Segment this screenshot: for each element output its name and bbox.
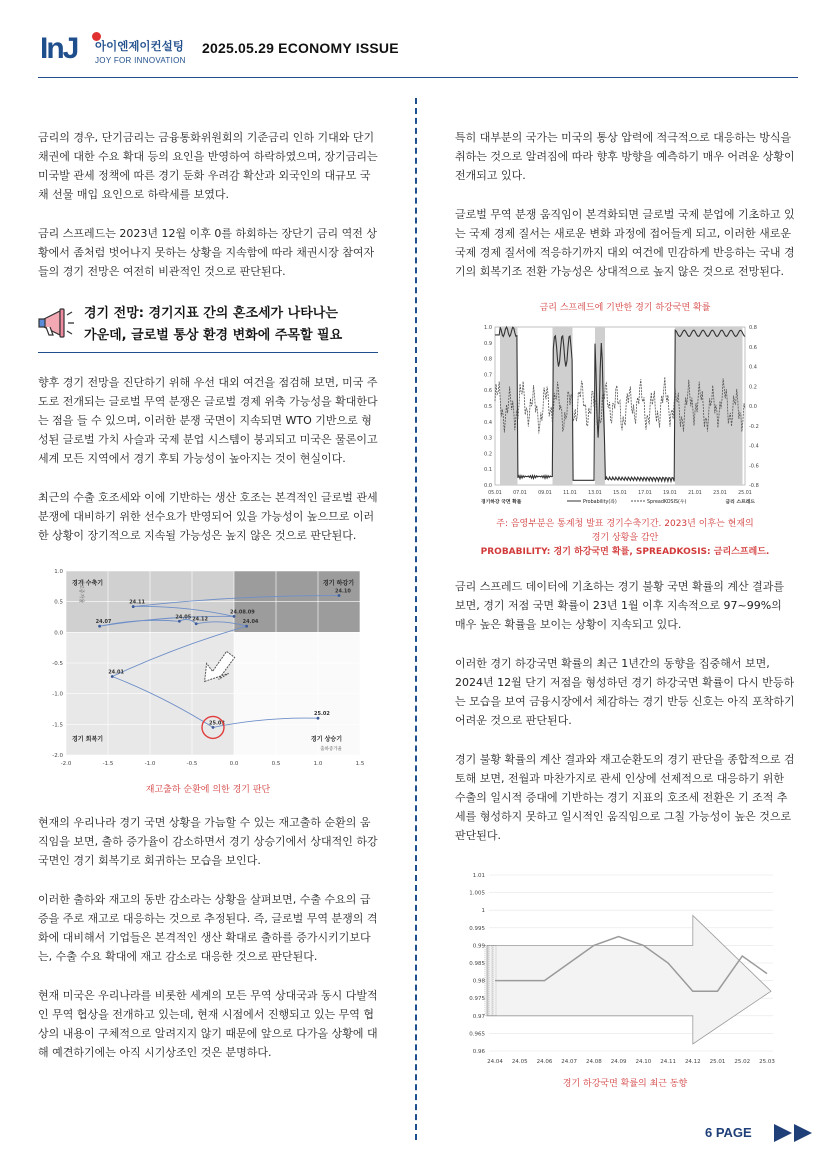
left-tick-label: 0.3 — [484, 435, 492, 442]
paragraph: 글로벌 무역 분쟁 움직임이 본격화되면 글로벌 국제 분업에 기초하고 있는 국제 경제 질서는 새로운 변화 과정에 접어들게 되고, 이러한 새로운 국제 경제 질서에 적응하기까지 대외 여건에 민감하게 반응하는 국내 경기의 회복기조 전환 가능성은 상대적으로 높지 않은 것으로 전망된다. — [455, 208, 795, 278]
paragraph: 특히 대부분의 국가는 미국의 통상 압력에 적극적으로 대응하는 방식을 취하는 것으로 알려짐에 따라 향후 방향을 예측하기 매우 어려운 상황이 전개되고 있다. — [455, 131, 795, 182]
paragraph: 금리 스프레드는 2023년 12월 이후 0를 하회하는 장단기 금리 역전 상황에서 좀처럼 벗어나지 못하는 상황을 지속함에 따라 채권시장 참여자들의 경기 전망은 여전히 비관적인 것으로 판단된다. — [38, 227, 377, 278]
inventory-cycle-svg — [38, 565, 368, 777]
data-point — [132, 605, 135, 608]
paragraph: 현재 미국은 우리나라를 비롯한 세계의 모든 무역 상대국과 동시 다발적인 무역 협상을 전개하고 있는데, 현재 시점에서 진행되고 있는 무역 협상의 내용이 구체적으로 알려지지 않기 때문에 앞으로 다가올 상황에 대해 예견하기에는 아직 시기상조인 것은 분명하다. — [38, 989, 378, 1059]
right-tick-label: 0.6 — [749, 344, 757, 351]
x-tick-label: 07.01 — [513, 491, 527, 496]
left-column — [38, 128, 378, 1082]
contraction-shade — [500, 327, 518, 485]
logo-letters: InJ — [40, 32, 78, 65]
point-label: 24.05 — [175, 614, 192, 621]
y-tick-label: 0.995 — [469, 925, 485, 932]
paragraph: 향후 경기 전망을 진단하기 위해 우선 대외 여건을 점검해 보면, 미국 주도로 전개되는 글로벌 무역 분쟁은 글로벌 경제 위축 가능성을 확대한다는 점을 들 수 있으며, 이러한 분쟁 국면이 지속되면 WTO 기반으로 형성된 글로벌 가치 사슬과 국제 분업 시스템이 붕괴되고 미국은 물론이고 세계 모든 지역에서 경기 후퇴 가능성이 높아지는 것이 현실이다. — [38, 376, 378, 465]
quadrant-label: 경기 수축기 — [72, 580, 104, 587]
left-tick-label: 0.8 — [484, 356, 492, 363]
data-point — [111, 675, 114, 678]
y-axis-label: 재고증가율 — [78, 579, 84, 604]
quadrant-label: 경기 회복기 — [72, 736, 104, 743]
x-tick-label: 24.04 — [487, 1059, 503, 1065]
y-tick-label: 0.985 — [469, 961, 485, 967]
point-label: 24.08.09 — [230, 609, 255, 616]
data-point — [98, 625, 101, 628]
x-tick-label: 24.09 — [610, 1059, 627, 1065]
x-tick-label: 24.12 — [684, 1059, 701, 1065]
x-tick-label: -0.5 — [186, 761, 198, 767]
x-tick-label: 24.07 — [561, 1059, 578, 1065]
point-label: 24.07 — [95, 619, 112, 626]
logo-tagline: JOY FOR INNOVATION — [95, 56, 186, 65]
megaphone-icon — [36, 303, 76, 343]
issue-title: 2025.05.29 ECONOMY ISSUE — [202, 40, 399, 56]
x-tick-label: 05.01 — [488, 491, 502, 496]
recent-probability-svg — [455, 865, 785, 1075]
data-point — [338, 594, 341, 597]
y-tick-label: 0.98 — [472, 978, 485, 985]
y-tick-label: 1 — [481, 908, 485, 915]
left-tick-label: 1.0 — [484, 325, 492, 331]
quadrant-label: 경기 하강기 — [322, 580, 354, 587]
section-title: 경기 전망: 경기지표 간의 혼조세가 나타나는 가운데, 글로벌 통상 환경 변화에 주목할 필요 — [84, 306, 343, 343]
point-label: 24.11 — [129, 599, 146, 606]
y-tick-label: -1.0 — [52, 691, 63, 698]
y-tick-label: 1.0 — [54, 569, 63, 575]
y-tick-label: 0.965 — [469, 1031, 485, 1038]
company-logo — [40, 32, 200, 76]
left-tick-label: 0.2 — [484, 451, 492, 458]
section-heading — [38, 301, 378, 353]
right-tick-label: 0.2 — [749, 384, 757, 391]
contraction-shade — [675, 327, 743, 485]
left-tick-label: 0.4 — [484, 419, 492, 426]
right-tick-label: -0.8 — [749, 483, 759, 489]
y-tick-label: -2.0 — [52, 753, 63, 759]
y-tick-label: -1.5 — [52, 722, 63, 729]
x-tick-label: 19.01 — [663, 491, 677, 496]
x-tick-label: 24.11 — [660, 1059, 676, 1065]
paragraph: 최근의 수출 호조세와 이에 기반하는 생산 호조는 본격적인 글로벌 관세 분쟁에 대비하기 위한 선수요가 반영되어 있을 가능성이 높으므로 이러한 상황이 장기적으로 지속될 가능성은 높지 않은 것으로 판단된다. — [38, 491, 378, 542]
point-label: 24.10 — [335, 588, 351, 595]
x-tick-label: 24.10 — [635, 1059, 652, 1065]
chart-caption: 재고출하 순환에 의한 경기 판단 — [145, 785, 271, 795]
next-arrows-icon — [774, 1122, 816, 1144]
x-tick-label: 11.01 — [563, 491, 577, 496]
left-tick-label: 0.5 — [484, 404, 492, 410]
paragraph: 경기 불황 확률의 계산 결과와 재고순환도의 경기 판단을 종합적으로 검토해 보면, 전월과 마찬가지로 관세 인상에 선제적으로 대응하기 위한 수출의 일시적 증대에 기반하는 경기 지표의 호조세 전환은 기 조적 추세를 형성하지 못하고 일시적인 움직임으로 그칠 가능성이 높은 것으로 판단된다. — [455, 753, 795, 842]
data-point — [178, 620, 181, 623]
left-tick-label: 0.7 — [484, 372, 492, 379]
chart-title: 금리 스프레드에 기반한 경기 하강국면 확률 — [539, 303, 711, 313]
right-tick-label: 0.4 — [749, 364, 757, 371]
x-tick-label: 25.03 — [759, 1059, 775, 1065]
x-tick-label: 25.01 — [738, 491, 752, 496]
right-axis-label: 금리 스프레드 — [725, 500, 755, 505]
legend-label: SpreadKOSIS(우) — [647, 500, 687, 505]
x-tick-label: 0.5 — [271, 761, 281, 767]
point-label: 24.04 — [242, 619, 259, 626]
y-tick-label: 0.975 — [469, 996, 485, 1003]
paragraph: 이러한 경기 하강국면 확률의 최근 1년간의 동향을 집중해서 보면, 2024년 12월 단기 저점을 형성하던 경기 하강국면 확률이 다시 반등하는 모습을 보여 금융시장에서 체감하는 경기 반등 신호는 아직 포착하기 어려운 것으로 판단된다. — [455, 657, 795, 727]
contraction-shade — [553, 327, 573, 485]
right-tick-label: -0.2 — [749, 423, 759, 430]
y-tick-label: 0.5 — [54, 599, 63, 606]
paragraph: 금리의 경우, 단기금리는 금융통화위원회의 기준금리 인하 기대와 단기채권에 대한 수요 확대 등의 요인을 반영하여 하락하였으며, 장기금리는 미국발 관세 정책에 따른 경기 둔화 우려감 확산과 외국인의 대규모 국채 선물 매입 요인으로 하락세를 보였다. — [38, 131, 378, 201]
point-label: 24.12 — [192, 616, 209, 623]
x-tick-label: 23.01 — [713, 491, 727, 496]
x-tick-label: 09.01 — [538, 491, 552, 496]
y-tick-label: 0.97 — [472, 1013, 485, 1020]
left-tick-label: 0.9 — [484, 340, 492, 347]
x-tick-label: 1.5 — [355, 761, 365, 767]
x-tick-label: 24.08 — [586, 1059, 602, 1065]
data-point — [233, 615, 236, 618]
x-tick-label: 15.01 — [613, 491, 627, 496]
quadrant-label: 경기 상승기 — [310, 736, 342, 743]
left-tick-label: 0.1 — [484, 467, 492, 474]
chart-caption: 경기 하강국면 확률의 최근 동향 — [562, 1079, 688, 1089]
page-header — [38, 22, 798, 78]
right-tick-label: 0.8 — [749, 325, 757, 331]
y-tick-label: -0.5 — [52, 661, 63, 667]
x-tick-label: -1.0 — [144, 761, 156, 767]
x-tick-label: 0.0 — [229, 761, 239, 767]
paragraph: 이러한 출하와 재고의 동반 감소라는 상황을 살펴보면, 수출 수요의 급증을 주로 재고로 대응하는 것으로 추정된다. 즉, 글로벌 무역 분쟁의 격화에 대비해서 기업들은 본격적인 생산 확대로 출하를 증가시키기보다는, 수출 수요 확대에 재고 감소로 대응한 것으로 판단된다. — [38, 893, 378, 963]
x-tick-label: 25.02 — [734, 1059, 751, 1065]
logo-korean-name: 아이엔제이컨설팅 — [95, 39, 184, 53]
paragraph: 금리 스프레드 데이터에 기초하는 경기 불황 국면 확률의 계산 결과를 보면, 경기 저점 국면 확률이 23년 1월 이후 지속적으로 97~99%의 매우 높은 확률을 보이는 상황이 지속되고 있다. — [455, 580, 784, 631]
right-column — [455, 128, 795, 1091]
left-tick-label: 0.0 — [484, 483, 492, 489]
legend-label: Probability(좌) — [583, 500, 617, 505]
x-tick-label: 1.0 — [313, 761, 323, 767]
left-axis-label: 경기하강 국면 확률 — [481, 500, 522, 505]
left-tick-label: 0.6 — [484, 388, 492, 395]
chart-note: 주: 음영부분은 통계청 발표 경기수축기간. 2023년 이후는 현재의 경기 상황을 감안 PROBABILITY: 경기 하강국면 확률, SPREADKOSIS: 금리스프레드. — [480, 519, 770, 557]
recession-probability-chart — [473, 321, 773, 511]
right-tick-label: 0.0 — [749, 404, 757, 410]
point-label: 24.01 — [108, 669, 125, 676]
x-tick-label: 24.05 — [511, 1059, 528, 1065]
y-tick-label: 0.0 — [54, 630, 63, 637]
data-point — [317, 717, 320, 720]
legend-label: 출하증가율 — [320, 747, 342, 752]
x-tick-label: 13.01 — [588, 491, 602, 496]
data-point — [245, 625, 248, 628]
recent-probability-chart — [455, 865, 785, 1075]
y-tick-label: 0.99 — [472, 943, 485, 950]
x-tick-label: -1.5 — [102, 761, 114, 767]
column-divider — [415, 98, 417, 1140]
y-tick-label: 0.96 — [472, 1049, 485, 1055]
point-label: 25.02 — [314, 711, 330, 718]
x-tick-label: 17.01 — [638, 491, 652, 496]
data-point — [195, 622, 198, 625]
x-tick-label: 25.01 — [709, 1059, 726, 1065]
y-tick-label: 1.005 — [469, 890, 485, 897]
recession-probability-svg — [473, 321, 773, 511]
inventory-shipment-chart — [38, 565, 368, 777]
x-tick-label: 21.01 — [688, 491, 702, 496]
right-tick-label: -0.6 — [749, 463, 759, 470]
point-label: 25.03 — [209, 720, 225, 727]
page-number: 6 PAGE — [705, 1125, 752, 1140]
x-tick-label: 24.06 — [536, 1059, 553, 1065]
y-tick-label: 1.01 — [472, 873, 485, 879]
right-tick-label: -0.4 — [749, 443, 759, 450]
x-tick-label: -2.0 — [60, 761, 72, 767]
paragraph: 현재의 우리나라 경기 국면 상황을 가늠할 수 있는 재고출하 순환의 움직임을 보면, 출하 증가율이 감소하면서 경기 상승기에서 상대적인 하강 국면인 경기 회복기로 회귀하는 모습을 보인다. — [38, 816, 378, 867]
data-point — [212, 726, 215, 729]
